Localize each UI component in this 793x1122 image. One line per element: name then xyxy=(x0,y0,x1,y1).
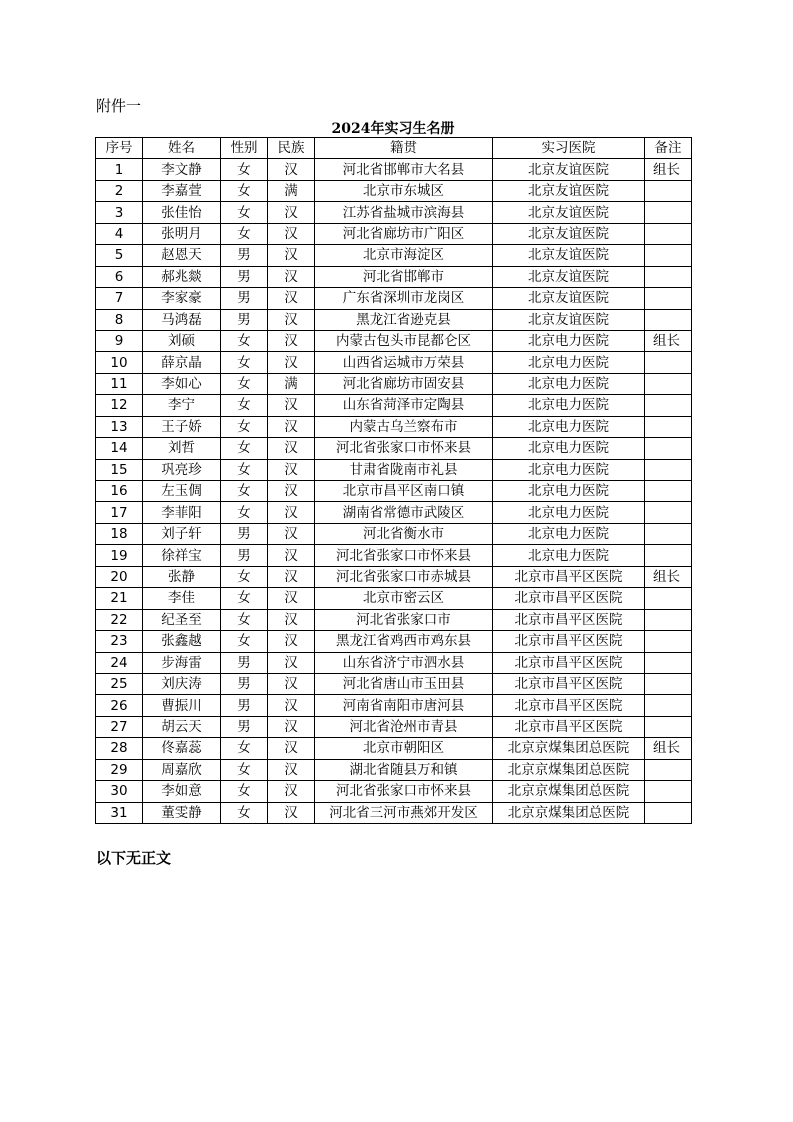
cell-gender: 男 xyxy=(221,523,268,544)
cell-native-place: 黑龙江省鸡西市鸡东县 xyxy=(315,631,493,652)
cell-index: 1 xyxy=(96,159,143,180)
cell-ethnicity: 汉 xyxy=(268,395,315,416)
cell-gender: 女 xyxy=(221,759,268,780)
cell-hospital: 北京友谊医院 xyxy=(493,309,645,330)
cell-hospital: 北京友谊医院 xyxy=(493,223,645,244)
cell-native-place: 河北省张家口市 xyxy=(315,609,493,630)
table-row xyxy=(96,459,692,480)
cell-name: 曹振川 xyxy=(143,695,221,716)
cell-remark xyxy=(645,631,692,652)
cell-name: 李佳 xyxy=(143,588,221,609)
cell-name: 李如心 xyxy=(143,373,221,394)
cell-remark xyxy=(645,180,692,201)
cell-index: 22 xyxy=(96,609,143,630)
cell-name: 徐祥宝 xyxy=(143,545,221,566)
cell-name: 纪圣至 xyxy=(143,609,221,630)
table-row xyxy=(96,523,692,544)
cell-ethnicity: 汉 xyxy=(268,459,315,480)
cell-name: 李嘉萱 xyxy=(143,180,221,201)
cell-index: 16 xyxy=(96,481,143,502)
cell-name: 张佳怡 xyxy=(143,202,221,223)
table-row xyxy=(96,245,692,266)
cell-native-place: 黑龙江省逊克县 xyxy=(315,309,493,330)
cell-gender: 女 xyxy=(221,609,268,630)
cell-ethnicity: 汉 xyxy=(268,716,315,737)
cell-ethnicity: 汉 xyxy=(268,223,315,244)
table-row xyxy=(96,266,692,287)
cell-ethnicity: 汉 xyxy=(268,781,315,802)
cell-remark: 组长 xyxy=(645,330,692,351)
cell-name: 左玉倜 xyxy=(143,481,221,502)
table-row xyxy=(96,695,692,716)
cell-native-place: 甘肃省陇南市礼县 xyxy=(315,459,493,480)
header-native-place: 籍贯 xyxy=(315,138,493,159)
cell-remark xyxy=(645,395,692,416)
cell-native-place: 山东省济宁市泗水县 xyxy=(315,652,493,673)
cell-remark xyxy=(645,202,692,223)
cell-ethnicity: 汉 xyxy=(268,266,315,287)
cell-native-place: 河北省廊坊市广阳区 xyxy=(315,223,493,244)
cell-native-place: 北京市昌平区南口镇 xyxy=(315,481,493,502)
cell-native-place: 北京市海淀区 xyxy=(315,245,493,266)
cell-ethnicity: 汉 xyxy=(268,202,315,223)
cell-index: 25 xyxy=(96,673,143,694)
cell-index: 4 xyxy=(96,223,143,244)
cell-index: 24 xyxy=(96,652,143,673)
cell-index: 10 xyxy=(96,352,143,373)
table-row xyxy=(96,609,692,630)
cell-hospital: 北京市昌平区医院 xyxy=(493,631,645,652)
table-row xyxy=(96,631,692,652)
cell-gender: 男 xyxy=(221,288,268,309)
cell-index: 15 xyxy=(96,459,143,480)
cell-ethnicity: 汉 xyxy=(268,673,315,694)
cell-index: 11 xyxy=(96,373,143,394)
cell-hospital: 北京市昌平区医院 xyxy=(493,566,645,587)
cell-hospital: 北京市昌平区医院 xyxy=(493,716,645,737)
cell-index: 21 xyxy=(96,588,143,609)
cell-index: 23 xyxy=(96,631,143,652)
cell-hospital: 北京友谊医院 xyxy=(493,180,645,201)
table-row xyxy=(96,802,692,823)
table-row xyxy=(96,330,692,351)
cell-gender: 女 xyxy=(221,781,268,802)
cell-native-place: 河南省南阳市唐河县 xyxy=(315,695,493,716)
table-row xyxy=(96,545,692,566)
cell-remark xyxy=(645,802,692,823)
cell-remark xyxy=(645,502,692,523)
cell-hospital: 北京市昌平区医院 xyxy=(493,588,645,609)
cell-gender: 女 xyxy=(221,566,268,587)
cell-name: 李菲阳 xyxy=(143,502,221,523)
cell-index: 29 xyxy=(96,759,143,780)
cell-ethnicity: 汉 xyxy=(268,481,315,502)
cell-gender: 男 xyxy=(221,266,268,287)
cell-hospital: 北京电力医院 xyxy=(493,481,645,502)
cell-name: 王子娇 xyxy=(143,416,221,437)
cell-hospital: 北京电力医院 xyxy=(493,523,645,544)
intern-roster-table xyxy=(95,137,692,824)
cell-index: 8 xyxy=(96,309,143,330)
cell-index: 7 xyxy=(96,288,143,309)
cell-remark xyxy=(645,781,692,802)
table-row xyxy=(96,716,692,737)
cell-hospital: 北京友谊医院 xyxy=(493,288,645,309)
cell-index: 31 xyxy=(96,802,143,823)
cell-hospital: 北京京煤集团总医院 xyxy=(493,759,645,780)
cell-name: 巩亮珍 xyxy=(143,459,221,480)
cell-name: 马鸿磊 xyxy=(143,309,221,330)
cell-native-place: 河北省唐山市玉田县 xyxy=(315,673,493,694)
cell-name: 郝兆燚 xyxy=(143,266,221,287)
cell-index: 5 xyxy=(96,245,143,266)
cell-index: 13 xyxy=(96,416,143,437)
cell-name: 李宁 xyxy=(143,395,221,416)
cell-gender: 男 xyxy=(221,673,268,694)
cell-gender: 女 xyxy=(221,373,268,394)
header-name: 姓名 xyxy=(143,138,221,159)
table-row xyxy=(96,309,692,330)
cell-ethnicity: 汉 xyxy=(268,438,315,459)
header-index: 序号 xyxy=(96,138,143,159)
cell-name: 胡云天 xyxy=(143,716,221,737)
cell-ethnicity: 汉 xyxy=(268,695,315,716)
table-body xyxy=(96,159,692,824)
cell-gender: 女 xyxy=(221,459,268,480)
header-remark: 备注 xyxy=(645,138,692,159)
cell-index: 30 xyxy=(96,781,143,802)
cell-ethnicity: 满 xyxy=(268,180,315,201)
cell-hospital: 北京电力医院 xyxy=(493,352,645,373)
cell-name: 刘哲 xyxy=(143,438,221,459)
table-row xyxy=(96,438,692,459)
cell-gender: 女 xyxy=(221,802,268,823)
cell-hospital: 北京电力医院 xyxy=(493,330,645,351)
table-row xyxy=(96,373,692,394)
table-row xyxy=(96,416,692,437)
header-ethnicity: 民族 xyxy=(268,138,315,159)
cell-ethnicity: 汉 xyxy=(268,802,315,823)
cell-ethnicity: 汉 xyxy=(268,545,315,566)
cell-native-place: 河北省廊坊市固安县 xyxy=(315,373,493,394)
cell-gender: 女 xyxy=(221,159,268,180)
cell-remark xyxy=(645,716,692,737)
cell-ethnicity: 汉 xyxy=(268,502,315,523)
cell-ethnicity: 汉 xyxy=(268,245,315,266)
header-hospital: 实习医院 xyxy=(493,138,645,159)
cell-hospital: 北京市昌平区医院 xyxy=(493,673,645,694)
cell-remark xyxy=(645,523,692,544)
cell-index: 2 xyxy=(96,180,143,201)
cell-gender: 女 xyxy=(221,416,268,437)
cell-remark xyxy=(645,459,692,480)
cell-gender: 男 xyxy=(221,695,268,716)
cell-remark xyxy=(645,309,692,330)
cell-native-place: 湖南省常德市武陵区 xyxy=(315,502,493,523)
cell-ethnicity: 汉 xyxy=(268,416,315,437)
cell-hospital: 北京电力医院 xyxy=(493,459,645,480)
cell-remark xyxy=(645,673,692,694)
cell-hospital: 北京京煤集团总医院 xyxy=(493,781,645,802)
cell-remark xyxy=(645,223,692,244)
cell-ethnicity: 汉 xyxy=(268,159,315,180)
cell-gender: 女 xyxy=(221,438,268,459)
cell-index: 12 xyxy=(96,395,143,416)
table-row xyxy=(96,481,692,502)
cell-remark xyxy=(645,288,692,309)
cell-gender: 女 xyxy=(221,588,268,609)
cell-native-place: 河北省衡水市 xyxy=(315,523,493,544)
cell-native-place: 内蒙古包头市昆都仑区 xyxy=(315,330,493,351)
cell-name: 佟嘉蕊 xyxy=(143,738,221,759)
cell-name: 步海雷 xyxy=(143,652,221,673)
cell-gender: 女 xyxy=(221,223,268,244)
cell-ethnicity: 汉 xyxy=(268,309,315,330)
table-row xyxy=(96,759,692,780)
cell-ethnicity: 汉 xyxy=(268,523,315,544)
cell-remark xyxy=(645,695,692,716)
cell-hospital: 北京市昌平区医院 xyxy=(493,652,645,673)
cell-hospital: 北京友谊医院 xyxy=(493,159,645,180)
table-row xyxy=(96,588,692,609)
cell-hospital: 北京友谊医院 xyxy=(493,245,645,266)
table-row xyxy=(96,159,692,180)
cell-ethnicity: 汉 xyxy=(268,759,315,780)
cell-remark xyxy=(645,245,692,266)
table-row xyxy=(96,352,692,373)
cell-hospital: 北京电力医院 xyxy=(493,416,645,437)
cell-gender: 女 xyxy=(221,738,268,759)
cell-index: 28 xyxy=(96,738,143,759)
cell-index: 6 xyxy=(96,266,143,287)
cell-native-place: 山西省运城市万荣县 xyxy=(315,352,493,373)
cell-index: 19 xyxy=(96,545,143,566)
cell-ethnicity: 汉 xyxy=(268,588,315,609)
cell-name: 刘子轩 xyxy=(143,523,221,544)
cell-ethnicity: 汉 xyxy=(268,352,315,373)
cell-ethnicity: 汉 xyxy=(268,330,315,351)
cell-remark xyxy=(645,588,692,609)
cell-native-place: 河北省张家口市怀来县 xyxy=(315,781,493,802)
cell-gender: 男 xyxy=(221,309,268,330)
cell-hospital: 北京市昌平区医院 xyxy=(493,609,645,630)
cell-name: 赵恩天 xyxy=(143,245,221,266)
cell-name: 薛京晶 xyxy=(143,352,221,373)
cell-hospital: 北京友谊医院 xyxy=(493,266,645,287)
cell-gender: 女 xyxy=(221,202,268,223)
table-row xyxy=(96,738,692,759)
table-header-row xyxy=(96,138,692,159)
cell-gender: 女 xyxy=(221,481,268,502)
cell-native-place: 湖北省随县万和镇 xyxy=(315,759,493,780)
cell-name: 张静 xyxy=(143,566,221,587)
table-row xyxy=(96,223,692,244)
cell-remark xyxy=(645,481,692,502)
attachment-label: 附件一 xyxy=(96,97,142,115)
cell-remark xyxy=(645,609,692,630)
cell-ethnicity: 汉 xyxy=(268,566,315,587)
cell-gender: 男 xyxy=(221,545,268,566)
cell-native-place: 河北省三河市燕郊开发区 xyxy=(315,802,493,823)
cell-hospital: 北京京煤集团总医院 xyxy=(493,738,645,759)
cell-native-place: 内蒙古乌兰察布市 xyxy=(315,416,493,437)
cell-native-place: 广东省深圳市龙岗区 xyxy=(315,288,493,309)
cell-ethnicity: 汉 xyxy=(268,631,315,652)
cell-native-place: 北京市密云区 xyxy=(315,588,493,609)
cell-name: 张明月 xyxy=(143,223,221,244)
cell-ethnicity: 汉 xyxy=(268,288,315,309)
cell-remark: 组长 xyxy=(645,738,692,759)
cell-gender: 女 xyxy=(221,330,268,351)
cell-name: 刘硕 xyxy=(143,330,221,351)
cell-hospital: 北京电力医院 xyxy=(493,438,645,459)
cell-hospital: 北京电力医院 xyxy=(493,395,645,416)
table-row xyxy=(96,395,692,416)
cell-native-place: 河北省沧州市青县 xyxy=(315,716,493,737)
cell-index: 27 xyxy=(96,716,143,737)
table-row xyxy=(96,502,692,523)
cell-gender: 女 xyxy=(221,502,268,523)
cell-gender: 女 xyxy=(221,631,268,652)
cell-remark xyxy=(645,545,692,566)
table-row xyxy=(96,781,692,802)
cell-ethnicity: 满 xyxy=(268,373,315,394)
cell-native-place: 河北省张家口市怀来县 xyxy=(315,545,493,566)
cell-gender: 男 xyxy=(221,652,268,673)
cell-gender: 男 xyxy=(221,716,268,737)
cell-ethnicity: 汉 xyxy=(268,652,315,673)
cell-index: 3 xyxy=(96,202,143,223)
cell-name: 李文静 xyxy=(143,159,221,180)
cell-remark: 组长 xyxy=(645,159,692,180)
header-gender: 性别 xyxy=(221,138,268,159)
document-title: 2024年实习生名册 xyxy=(331,121,455,137)
cell-remark xyxy=(645,352,692,373)
table-row xyxy=(96,202,692,223)
cell-name: 李家豪 xyxy=(143,288,221,309)
cell-native-place: 河北省邯郸市大名县 xyxy=(315,159,493,180)
cell-index: 18 xyxy=(96,523,143,544)
cell-gender: 女 xyxy=(221,352,268,373)
cell-index: 17 xyxy=(96,502,143,523)
cell-index: 26 xyxy=(96,695,143,716)
cell-name: 张鑫越 xyxy=(143,631,221,652)
cell-hospital: 北京电力医院 xyxy=(493,502,645,523)
cell-remark xyxy=(645,438,692,459)
cell-ethnicity: 汉 xyxy=(268,609,315,630)
cell-index: 9 xyxy=(96,330,143,351)
cell-name: 李如意 xyxy=(143,781,221,802)
cell-gender: 女 xyxy=(221,395,268,416)
cell-hospital: 北京京煤集团总医院 xyxy=(493,802,645,823)
cell-native-place: 河北省张家口市赤城县 xyxy=(315,566,493,587)
table-row xyxy=(96,673,692,694)
cell-remark xyxy=(645,416,692,437)
cell-native-place: 北京市朝阳区 xyxy=(315,738,493,759)
end-note: 以下无正文 xyxy=(96,849,172,867)
table-row xyxy=(96,566,692,587)
cell-hospital: 北京电力医院 xyxy=(493,545,645,566)
cell-name: 周嘉欣 xyxy=(143,759,221,780)
table-row xyxy=(96,180,692,201)
cell-native-place: 河北省邯郸市 xyxy=(315,266,493,287)
cell-native-place: 河北省张家口市怀来县 xyxy=(315,438,493,459)
cell-gender: 男 xyxy=(221,245,268,266)
cell-remark xyxy=(645,266,692,287)
cell-remark xyxy=(645,652,692,673)
cell-hospital: 北京市昌平区医院 xyxy=(493,695,645,716)
cell-native-place: 北京市东城区 xyxy=(315,180,493,201)
cell-remark xyxy=(645,373,692,394)
cell-native-place: 山东省菏泽市定陶县 xyxy=(315,395,493,416)
cell-ethnicity: 汉 xyxy=(268,738,315,759)
cell-hospital: 北京友谊医院 xyxy=(493,202,645,223)
cell-name: 董雯静 xyxy=(143,802,221,823)
cell-remark xyxy=(645,759,692,780)
cell-name: 刘庆涛 xyxy=(143,673,221,694)
cell-gender: 女 xyxy=(221,180,268,201)
table-row xyxy=(96,288,692,309)
cell-remark: 组长 xyxy=(645,566,692,587)
cell-index: 20 xyxy=(96,566,143,587)
cell-hospital: 北京电力医院 xyxy=(493,373,645,394)
table-row xyxy=(96,652,692,673)
cell-index: 14 xyxy=(96,438,143,459)
cell-native-place: 江苏省盐城市滨海县 xyxy=(315,202,493,223)
